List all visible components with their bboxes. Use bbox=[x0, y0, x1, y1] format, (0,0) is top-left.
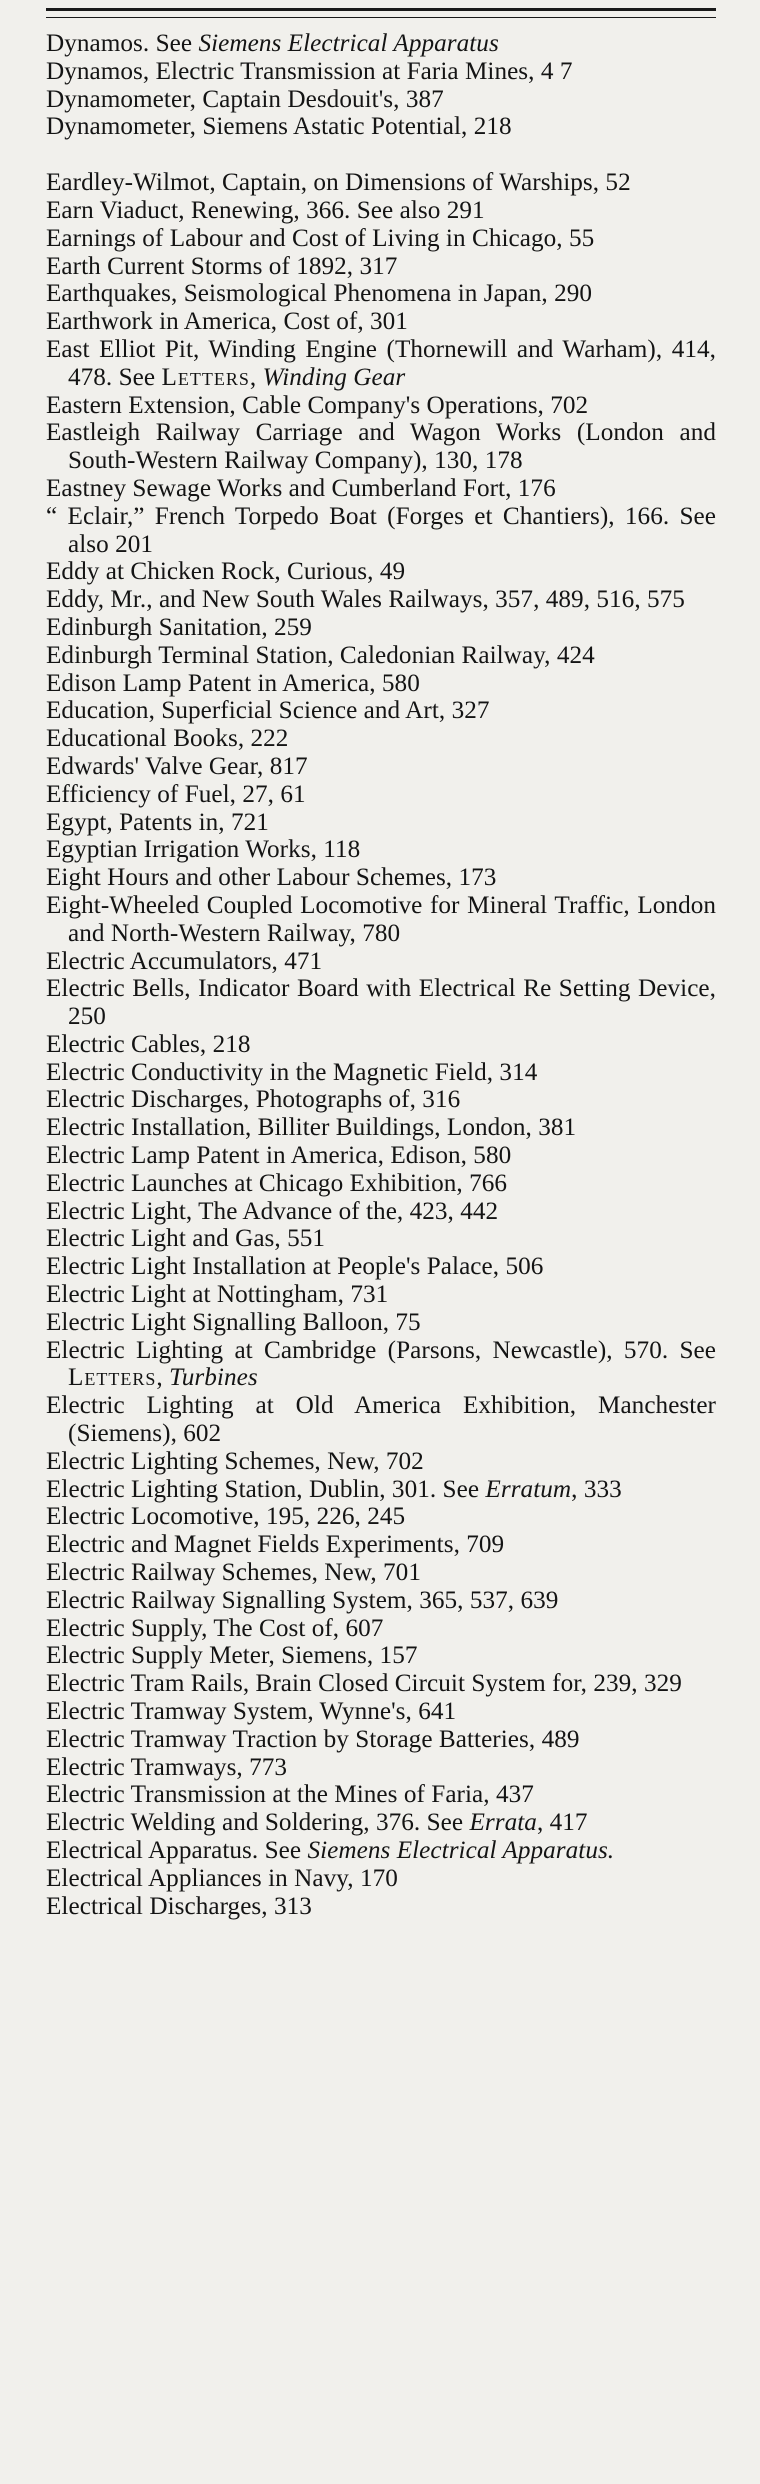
index-entry: Electric Tramway System, Wynne's, 641 bbox=[46, 1698, 457, 1726]
top-thin-rule bbox=[46, 17, 716, 18]
index-entry: Egyptian Irrigation Works, 118 bbox=[46, 836, 361, 864]
index-entry: Earthquakes, Seismological Phenomena in Japan, 290 bbox=[46, 280, 593, 308]
index-entry-list bbox=[46, 30, 716, 1920]
index-entry: Edison Lamp Patent in America, 580 bbox=[46, 669, 420, 697]
index-entry: East Elliot Pit, Winding Engine (Thornewill and Warham), 414, 478. See Letters, Winding Gear bbox=[46, 335, 716, 391]
index-entry: Educational Books, 222 bbox=[46, 725, 289, 753]
index-entry: Edinburgh Sanitation, 259 bbox=[46, 613, 312, 641]
index-entry: Electric Light Installation at People's Palace, 506 bbox=[46, 1253, 544, 1281]
index-entry: Dynamometer, Siemens Astatic Potential, 218 bbox=[46, 113, 512, 141]
index-entry: Electric Locomotive, 195, 226, 245 bbox=[46, 1503, 406, 1531]
index-entry: Efficiency of Fuel, 27, 61 bbox=[46, 780, 306, 808]
index-entry: Electric Lighting Schemes, New, 702 bbox=[46, 1447, 424, 1475]
index-entry: Electric Lighting Station, Dublin, 301. See Erratum, 333 bbox=[46, 1475, 622, 1503]
index-entry: Electric Railway Signalling System, 365, 537, 639 bbox=[46, 1586, 559, 1614]
index-entry: Edwards' Valve Gear, 817 bbox=[46, 752, 308, 780]
index-entry: Electric Transmission at the Mines of Faria, 437 bbox=[46, 1781, 534, 1809]
index-entry: Electric Launches at Chicago Exhibition, 766 bbox=[46, 1169, 508, 1197]
index-entry: Edinburgh Terminal Station, Caledonian Railway, 424 bbox=[46, 641, 595, 669]
index-entry: Earnings of Labour and Cost of Living in Chicago, 55 bbox=[46, 224, 595, 252]
index-entry: Electric Installation, Billiter Buildings, London, 381 bbox=[46, 1114, 577, 1142]
index-entry: “ Eclair,” French Torpedo Boat (Forges et Chantiers), 166. See also 201 bbox=[46, 502, 716, 558]
index-entry: Eastleigh Railway Carriage and Wagon Works (London and South-Western Railway Company), 130, 178 bbox=[46, 419, 716, 475]
index-entry: Electric Cables, 218 bbox=[46, 1030, 251, 1058]
index-entry: Education, Superficial Science and Art, 327 bbox=[46, 697, 490, 725]
index-entry: Electric Light at Nottingham, 731 bbox=[46, 1281, 389, 1309]
index-entry: Electrical Apparatus. See Siemens Electrical Apparatus. bbox=[46, 1837, 615, 1864]
index-entry: Eardley-Wilmot, Captain, on Dimensions of Warships, 52 bbox=[46, 169, 631, 197]
index-entry: Electric Tram Rails, Brain Closed Circuit System for, 239, 329 bbox=[46, 1670, 682, 1698]
index-entry: Eight Hours and other Labour Schemes, 173 bbox=[46, 864, 497, 892]
index-entry: Electric Welding and Soldering, 376. See Errata, 417 bbox=[46, 1809, 588, 1837]
index-entry: Electric Light and Gas, 551 bbox=[46, 1225, 326, 1253]
index-entry: Electric Discharges, Photographs of, 316 bbox=[46, 1086, 461, 1114]
index-entry: Egypt, Patents in, 721 bbox=[46, 808, 269, 836]
index-entry: Eastney Sewage Works and Cumberland Fort, 176 bbox=[46, 474, 556, 502]
index-entry: Electric Lamp Patent in America, Edison, 580 bbox=[46, 1142, 512, 1170]
index-entry: Electric Tramway Traction by Storage Batteries, 489 bbox=[46, 1725, 580, 1753]
top-double-rule bbox=[46, 8, 716, 11]
index-entry: Electric Conductivity in the Magnetic Field, 314 bbox=[46, 1058, 538, 1086]
index-entry: Electric Light, The Advance of the, 423, 442 bbox=[46, 1197, 499, 1225]
index-entry: Dynamos. See Siemens Electrical Apparatus bbox=[46, 30, 499, 57]
index-entry: Eddy, Mr., and New South Wales Railways, 357, 489, 516, 575 bbox=[46, 586, 685, 614]
index-entry: Electric and Magnet Fields Experiments, 709 bbox=[46, 1531, 505, 1559]
index-entry: Eight-Wheeled Coupled Locomotive for Mineral Traffic, London and North-Western Railway, 780 bbox=[46, 891, 716, 947]
index-entry: Eastern Extension, Cable Company's Operations, 702 bbox=[46, 391, 589, 419]
index-entry: Electric Supply Meter, Siemens, 157 bbox=[46, 1642, 418, 1670]
index-entry: Electric Railway Schemes, New, 701 bbox=[46, 1559, 421, 1587]
index-entry: Dynamometer, Captain Desdouit's, 387 bbox=[46, 85, 444, 113]
index-entry: Electric Bells, Indicator Board with Electrical Re Setting Device, 250 bbox=[46, 975, 716, 1031]
index-entry: Electric Tramways, 773 bbox=[46, 1753, 288, 1781]
index-entry: Earthwork in America, Cost of, 301 bbox=[46, 308, 408, 336]
index-entry: Electric Lighting at Old America Exhibition, Manchester (Siemens), 602 bbox=[46, 1392, 716, 1448]
index-entry: Electric Accumulators, 471 bbox=[46, 947, 323, 975]
index-entry: Electric Supply, The Cost of, 607 bbox=[46, 1614, 384, 1642]
index-entry: Electric Light Signalling Balloon, 75 bbox=[46, 1308, 421, 1336]
index-entry: Electric Lighting at Cambridge (Parsons, Newcastle), 570. See Letters, Turbines bbox=[46, 1336, 716, 1392]
index-entry: Electrical Appliances in Navy, 170 bbox=[46, 1864, 398, 1892]
index-entry: Eddy at Chicken Rock, Curious, 49 bbox=[46, 558, 406, 586]
index-entry: Earn Viaduct, Renewing, 366. See also 291 bbox=[46, 196, 485, 224]
index-entry: Earth Current Storms of 1892, 317 bbox=[46, 252, 398, 280]
index-entry: Electrical Discharges, 313 bbox=[46, 1892, 312, 1920]
index-entry: Dynamos, Electric Transmission at Faria Mines, 4 7 bbox=[46, 57, 573, 85]
